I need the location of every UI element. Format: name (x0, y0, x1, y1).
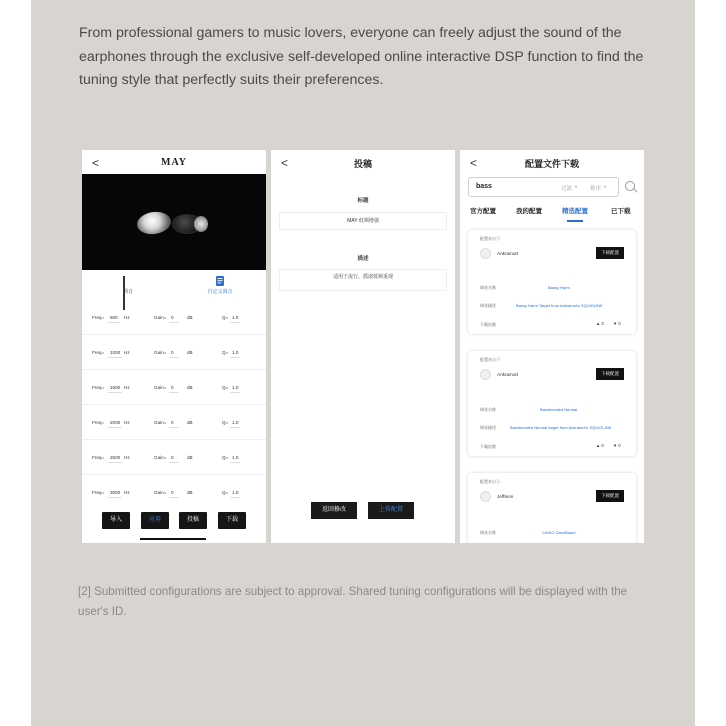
dislike-count: 0 (618, 321, 621, 326)
eq-band-row (82, 440, 266, 475)
gain-label: Gain= (154, 455, 167, 460)
config-card (468, 230, 636, 334)
description-input[interactable]: 适用于流行、摇滚低频重现 (279, 269, 447, 291)
tab-mine[interactable]: 我的配置 (516, 208, 542, 215)
apply-button[interactable]: 应用 (141, 512, 169, 529)
back-icon[interactable]: < (92, 156, 100, 170)
download-config-button[interactable]: 下载配置 (596, 368, 624, 380)
author-name: Ankramutt (497, 251, 518, 256)
thumbs-down-icon[interactable]: ▼ 0 (613, 443, 621, 448)
eq-band-row (82, 300, 266, 335)
q-input[interactable]: 1.0 (230, 488, 240, 498)
freq-input[interactable]: 3000 (108, 488, 122, 498)
desc-key: 调音描述 (480, 303, 496, 308)
avatar (480, 369, 491, 380)
db-unit: dB (187, 455, 193, 460)
tab-downloaded[interactable]: 已下载 (611, 208, 631, 215)
hz-unit: Hz (124, 315, 130, 320)
download-button[interactable]: 下载 (218, 512, 246, 529)
q-label: Q= (222, 490, 229, 495)
q-input[interactable]: 1.0 (230, 418, 240, 428)
title-field-label: 标题 (357, 198, 369, 204)
download-count-key: 下载次数 (480, 444, 496, 449)
tab-featured[interactable]: 精选配置 (562, 208, 588, 215)
gain-label: Gain= (154, 315, 167, 320)
q-label: Q= (222, 455, 229, 460)
eq-band-row (82, 475, 266, 510)
screen-title: 投稿 (353, 159, 372, 169)
freq-label: Freq= (92, 385, 105, 390)
submit-button[interactable]: 投稿 (179, 512, 207, 529)
earphone-left (136, 210, 173, 237)
freq-label: Freq= (92, 350, 105, 355)
product-image (82, 174, 266, 270)
phone-screen-download (460, 150, 644, 543)
name-key: 调音名称 (480, 530, 496, 535)
like-count: 0 (601, 443, 604, 448)
desc-key: 调音描述 (480, 425, 496, 430)
source-label: 配置来自于: (480, 479, 502, 484)
gain-input[interactable]: 0 (169, 453, 179, 463)
freq-input[interactable]: 2000 (108, 418, 122, 428)
screen-title: MAY (161, 157, 187, 168)
gain-input[interactable]: 0 (169, 488, 179, 498)
download-config-button[interactable]: 下载配置 (596, 247, 624, 259)
mode-preset[interactable] (108, 276, 148, 295)
eq-band-row (82, 335, 266, 370)
hz-unit: Hz (124, 350, 130, 355)
config-card (468, 473, 636, 543)
footnote: [2] Submitted configurations are subject to approval. Shared tuning configurations will be displayed with the user's ID. (78, 585, 628, 618)
freq-label: Freq= (92, 420, 105, 425)
config-name: CASIO ClearBass+ (542, 530, 577, 535)
mode-custom[interactable] (200, 276, 240, 295)
gain-input[interactable]: 0 (169, 348, 179, 358)
home-indicator (140, 538, 206, 540)
config-description: Bassboosted Neutral target from Ankramut's SQUIGLINK (510, 425, 612, 430)
thumbs-down-icon[interactable]: ▼ 0 (613, 321, 621, 326)
q-label: Q= (222, 420, 229, 425)
earphone-nozzle (194, 216, 208, 232)
hz-unit: Hz (124, 420, 130, 425)
chevron-down-icon: ▾ (575, 184, 578, 189)
author-name: Ankramutt (497, 372, 518, 377)
download-config-button[interactable]: 下载配置 (596, 490, 624, 502)
gain-input[interactable]: 0 (169, 383, 179, 393)
dislike-count: 0 (618, 443, 621, 448)
db-unit: dB (187, 420, 193, 425)
freq-input[interactable]: 1500 (108, 383, 122, 393)
q-label: Q= (222, 350, 229, 355)
source-label: 配置来自于: (480, 236, 502, 241)
gain-label: Gain= (154, 350, 167, 355)
back-icon[interactable]: < (470, 156, 478, 170)
eq-band-row (82, 405, 266, 440)
config-description: Bassy Harm Target from Ankramut's SQUIGLINK (516, 303, 603, 308)
equalizer-icon (123, 276, 133, 286)
db-unit: dB (187, 350, 193, 355)
avatar (480, 248, 491, 259)
tuning-mode-selector (82, 276, 266, 300)
q-label: Q= (222, 385, 229, 390)
hz-unit: Hz (124, 490, 130, 495)
download-count-key: 下载次数 (480, 322, 496, 327)
phone-screen-tuning (82, 150, 266, 543)
gain-input[interactable]: 0 (169, 313, 179, 323)
db-unit: dB (187, 490, 193, 495)
q-input[interactable]: 1.0 (230, 313, 240, 323)
config-name: Bassy Harm (548, 285, 570, 290)
back-edit-button[interactable]: 返回修改 (311, 502, 357, 519)
sort-dropdown[interactable]: 排序 (590, 186, 602, 192)
freq-label: Freq= (92, 315, 105, 320)
gain-label: Gain= (154, 420, 167, 425)
intro-text: From professional gamers to music lovers, everyone can freely adjust the sound of the earphones through the exclusive self-developed online interactive DSP function to find the tuning style that perfectly suits their preferences. (79, 25, 644, 88)
q-input[interactable]: 1.0 (230, 453, 240, 463)
freq-label: Freq= (92, 455, 105, 460)
screen-title: 配置文件下载 (524, 159, 579, 169)
config-card (468, 351, 636, 456)
q-input[interactable]: 1.0 (230, 383, 240, 393)
db-unit: dB (187, 315, 193, 320)
eq-band-row (82, 370, 266, 405)
author-name: Jeffteon (497, 494, 514, 499)
hz-unit: Hz (124, 385, 130, 390)
title-input[interactable]: MAY 低频增强 (279, 212, 447, 230)
name-key: 调音名称 (480, 407, 496, 412)
gain-label: Gain= (154, 490, 167, 495)
source-label: 配置来自于: (480, 357, 502, 362)
config-name: Bassboosted Neutral (540, 407, 578, 412)
search-icon[interactable] (625, 181, 635, 191)
active-tab-indicator (567, 220, 583, 222)
tab-official[interactable]: 官方配置 (470, 208, 496, 215)
action-bar (82, 512, 266, 530)
hz-unit: Hz (124, 455, 130, 460)
gain-label: Gain= (154, 385, 167, 390)
like-count: 3 (601, 321, 604, 326)
phone-screen-submit (271, 150, 455, 543)
db-unit: dB (187, 385, 193, 390)
filter-dropdown[interactable]: 过滤 (561, 186, 573, 192)
q-input[interactable]: 1.0 (230, 348, 240, 358)
upload-config-button[interactable]: 上传配置 (368, 502, 414, 519)
freq-input[interactable]: 2500 (108, 453, 122, 463)
document-icon (215, 276, 225, 286)
name-key: 调音名称 (480, 285, 496, 290)
search-query: bass (476, 183, 492, 190)
import-button[interactable]: 导入 (102, 512, 130, 529)
freq-input[interactable]: 1000 (108, 348, 122, 358)
mode-label: 调音 (122, 289, 133, 295)
description-field-label: 描述 (357, 256, 369, 262)
q-label: Q= (222, 315, 229, 320)
gain-input[interactable]: 0 (169, 418, 179, 428)
search-input[interactable] (468, 177, 619, 197)
back-icon[interactable]: < (281, 156, 289, 170)
chevron-down-icon: ▾ (604, 184, 607, 189)
mode-label: 自定义调音 (207, 289, 233, 295)
avatar (480, 491, 491, 502)
freq-input[interactable]: 500 (108, 313, 120, 323)
thumbs-up-icon[interactable]: ▲ 3 (596, 321, 604, 326)
freq-label: Freq= (92, 490, 105, 495)
thumbs-up-icon[interactable]: ▲ 0 (596, 443, 604, 448)
